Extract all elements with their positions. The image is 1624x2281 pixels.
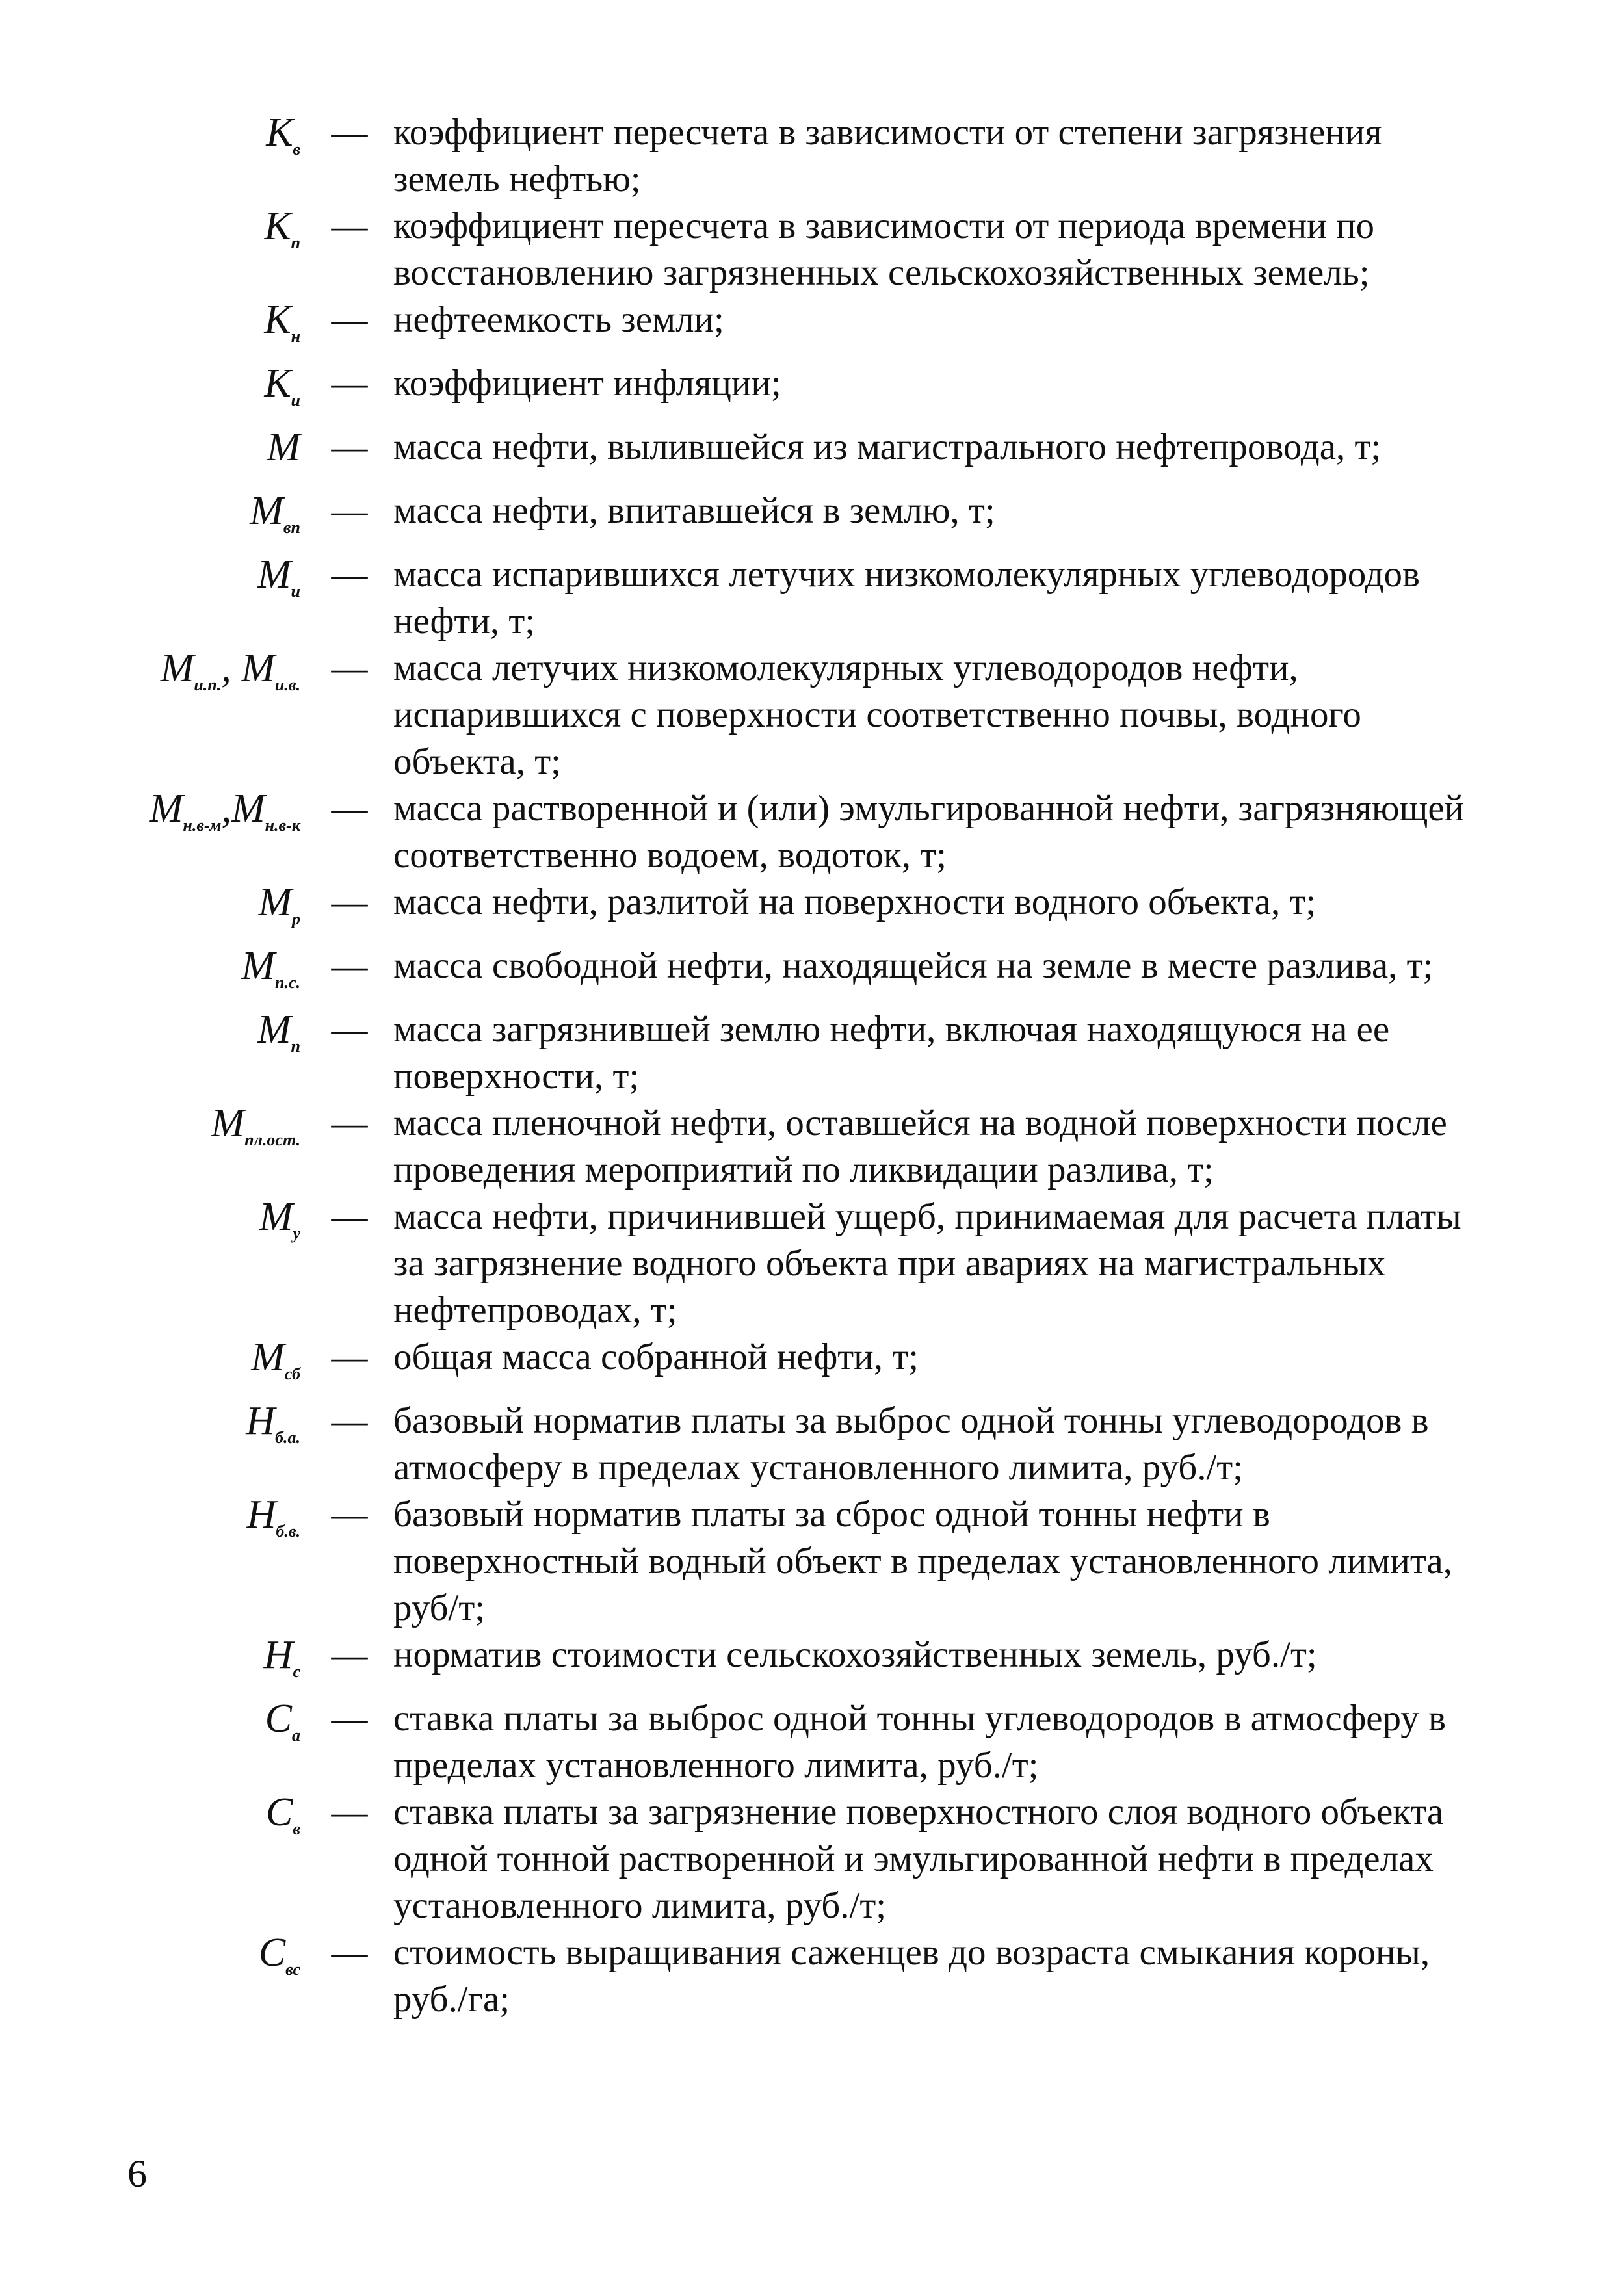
symbol: $М_{вп}$	[250, 489, 300, 537]
symbol: М	[267, 425, 300, 469]
definition: нефтеемкость земли;	[393, 299, 724, 340]
definition: стоимость выращивания саженцев до возраста смыкания короны, руб./га;	[393, 1932, 1430, 2020]
symbol: $М_{сб}$	[251, 1335, 300, 1383]
glossary-entry	[117, 1695, 1469, 1789]
dash: —	[331, 554, 368, 595]
glossary-entry	[117, 109, 1469, 203]
glossary-entry	[117, 551, 1469, 645]
definition: базовый норматив платы за выброс одной тонны углеводородов в атмосферу в пределах установленного лимита, руб./т;	[393, 1400, 1429, 1488]
definition: масса летучих низкомолекулярных углеводородов нефти, испарившихся с поверхности соответственно почвы, водного объекта, т;	[393, 647, 1361, 782]
symbol: $С_в$	[266, 1790, 300, 1838]
definition: ставка платы за выброс одной тонны углеводородов в атмосферу в пределах установленного лимита, руб./т;	[393, 1698, 1446, 1786]
symbol: $М_{пл.ост.}$	[211, 1101, 300, 1149]
dash: —	[331, 1197, 368, 1237]
symbol: $М_и$	[257, 553, 300, 601]
symbol: $М_у$	[259, 1195, 300, 1243]
symbol: $К_н$	[264, 298, 300, 346]
dash: —	[331, 1103, 368, 1143]
definition: общая масса собранной нефти, т;	[393, 1336, 919, 1377]
symbol: $М_{и.п.}$, $М_{и.в.}$	[160, 646, 300, 694]
dash: —	[331, 1010, 368, 1050]
symbol: $Н_{б.а.}$	[246, 1399, 300, 1447]
glossary-entry	[117, 1491, 1469, 1632]
definition: ставка платы за загрязнение поверхностного слоя водного объекта одной тонной растворенной и эмульгированной нефти в пределах установленного лимита, руб./т;	[393, 1792, 1444, 1926]
definition: коэффициент пересчета в зависимости от периода времени по восстановлению загрязненных сельскохозяйственных земель;	[393, 205, 1375, 293]
dash: —	[331, 300, 368, 340]
definition: масса загрязнившей землю нефти, включая находящуюся на ее поверхности, т;	[393, 1009, 1390, 1097]
glossary-entry	[117, 1193, 1469, 1334]
symbol: $М_р$	[258, 880, 300, 928]
definition: масса пленочной нефти, оставшейся на водной поверхности после проведения мероприятий по ликвидации разлива, т;	[393, 1102, 1447, 1190]
definition: масса испарившихся летучих низкомолекулярных углеводородов нефти, т;	[393, 554, 1420, 642]
dash: —	[331, 946, 368, 986]
symbol: $М_{п.с.}$	[241, 944, 300, 992]
glossary-entry	[117, 1789, 1469, 1929]
definition: масса растворенной и (или) эмульгированной нефти, загрязняющей соответственно водоем, водоток, т;	[393, 788, 1465, 876]
page-number: 6	[127, 2152, 147, 2195]
glossary-entry	[117, 943, 1469, 1006]
dash: —	[331, 1494, 368, 1535]
definition: базовый норматив платы за сброс одной тонны нефти в поверхностный водный объект в пределах установленного лимита, руб/т;	[393, 1494, 1452, 1628]
glossary-entry	[117, 1334, 1469, 1398]
glossary-entry	[117, 360, 1469, 424]
definition: масса нефти, впитавшейся в землю, т;	[393, 490, 995, 531]
dash: —	[331, 1635, 368, 1675]
glossary-entry	[117, 645, 1469, 785]
dash: —	[331, 491, 368, 531]
dash: —	[331, 1792, 368, 1832]
definition: масса нефти, причинившей ущерб, принимаемая для расчета платы за загрязнение водного объекта при авариях на магистральных нефтепроводах, т;	[393, 1196, 1461, 1331]
dash: —	[331, 427, 368, 467]
dash: —	[331, 1699, 368, 1739]
symbol: $С_а$	[265, 1697, 300, 1745]
glossary-entry	[117, 1398, 1469, 1491]
glossary-entry	[117, 203, 1469, 296]
glossary-entry	[117, 879, 1469, 943]
dash: —	[331, 363, 368, 404]
symbol: $С_{вс}$	[258, 1931, 300, 1979]
definition: масса нефти, разлитой на поверхности водного объекта, т;	[393, 881, 1316, 922]
glossary-entry	[117, 488, 1469, 551]
glossary-entry	[117, 1632, 1469, 1695]
dash: —	[331, 648, 368, 688]
dash: —	[331, 1933, 368, 1973]
definition: масса свободной нефти, находящейся на земле в месте разлива, т;	[393, 945, 1434, 986]
definition: коэффициент инфляции;	[393, 363, 781, 404]
glossary-entry	[117, 1929, 1469, 2023]
definition: масса нефти, вылившейся из магистрального нефтепровода, т;	[393, 426, 1382, 467]
dash: —	[331, 1401, 368, 1441]
dash: —	[331, 112, 368, 153]
symbol: $Н_{б.в.}$	[246, 1492, 300, 1541]
symbol: $М_п$	[257, 1008, 300, 1056]
glossary-entry	[117, 1006, 1469, 1100]
symbol: $К_и$	[264, 361, 300, 410]
definition: норматив стоимости сельскохозяйственных земель, руб./т;	[393, 1634, 1317, 1675]
glossary-entry	[117, 424, 1469, 488]
symbol: $К_п$	[264, 204, 300, 252]
dash: —	[331, 789, 368, 829]
glossary-entry	[117, 785, 1469, 879]
dash: —	[331, 882, 368, 922]
symbol: $К_в$	[266, 111, 300, 159]
definition: коэффициент пересчета в зависимости от степени загрязнения земель нефтью;	[393, 112, 1382, 200]
glossary-entry	[117, 296, 1469, 360]
dash: —	[331, 1337, 368, 1377]
symbol: $М_{н.в-м},М_{н.в-к}$	[149, 787, 300, 835]
symbol-glossary	[117, 109, 1469, 2023]
symbol: $Н_с$	[263, 1633, 300, 1681]
glossary-entry	[117, 1100, 1469, 1193]
dash: —	[331, 206, 368, 246]
